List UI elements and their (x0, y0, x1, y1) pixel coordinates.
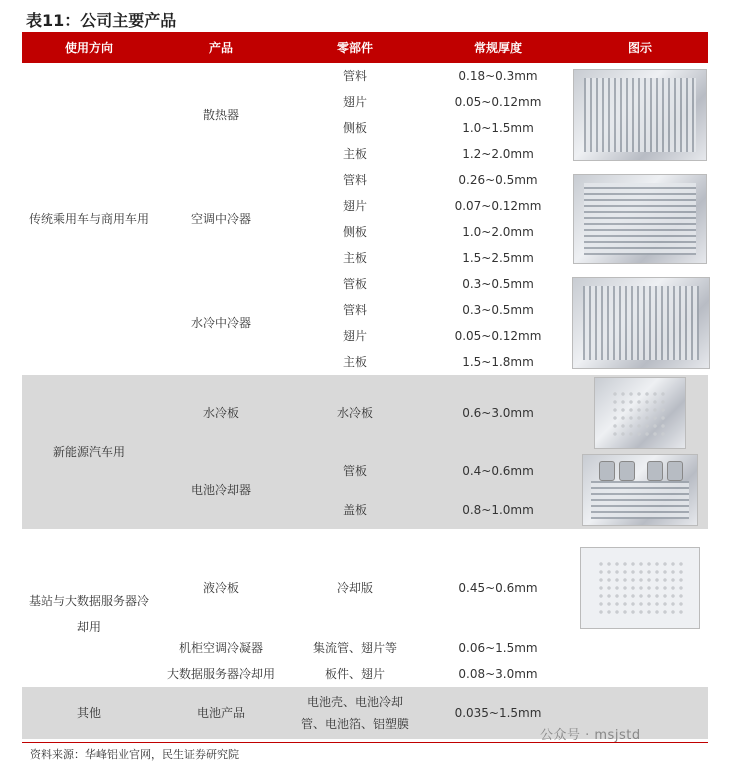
battery-cooler-image-cell (572, 451, 708, 529)
liquid-plate-image (580, 547, 700, 629)
product-battery-product: 电池产品 (156, 687, 286, 739)
empty-image-cell (572, 635, 708, 661)
part-cell: 集流管、翅片等 (312, 641, 397, 655)
part-cell: 板件、翅片 (324, 667, 385, 681)
product-dc-cooling: 大数据服务器冷却用 (166, 667, 275, 681)
part-cell: 翅片 (342, 329, 367, 343)
header-usage: 使用方向 (22, 32, 156, 63)
product-battery-cooler: 电池冷却器 (156, 451, 286, 529)
part-cell: 冷却版 (336, 581, 373, 595)
source-note (22, 742, 708, 762)
table-row (22, 541, 708, 635)
thickness-cell: 0.07~0.12mm (454, 199, 542, 213)
spacer-row (22, 529, 708, 541)
thickness-cell: 1.0~1.5mm (462, 121, 534, 135)
water-plate-image-cell (572, 375, 708, 451)
product-ac-intercooler: 空调中冷器 (190, 212, 251, 226)
header-part: 零部件 (286, 32, 424, 63)
thickness-cell: 1.5~1.8mm (462, 355, 534, 369)
thickness-cell: 0.06~1.5mm (458, 641, 538, 655)
table-title: 表11：公司主要产品 (26, 11, 177, 30)
group-datacenter: 基站与大数据服务器冷却用 (28, 594, 149, 634)
thickness-cell: 1.2~2.0mm (462, 147, 534, 161)
row-spacer (22, 529, 708, 541)
part-cell: 电池壳、电池冷却管、电池箔、铝塑膜 (286, 687, 424, 739)
product-water-plate: 水冷板 (156, 375, 286, 451)
thickness-cell: 0.035~1.5mm (424, 687, 572, 739)
source-text: 资料来源：华峰铝业官网，民生证券研究院 (30, 748, 239, 761)
products-table (22, 32, 708, 739)
part-cell: 管板 (342, 277, 367, 291)
part-cell: 管料 (342, 69, 367, 83)
table-row (22, 63, 708, 89)
product-water-intercooler: 水冷中冷器 (190, 316, 251, 330)
group-traditional: 传统乘用车与商用车用 (28, 212, 149, 226)
thickness-cell: 0.3~0.5mm (462, 277, 534, 291)
liquid-plate-image-cell (572, 541, 708, 635)
thickness-cell: 0.26~0.5mm (458, 173, 538, 187)
thickness-cell: 0.8~1.0mm (424, 491, 572, 529)
battery-cooler-image (582, 454, 698, 526)
product-radiator: 散热器 (202, 108, 239, 122)
group-other: 其他 (22, 687, 156, 739)
ac-intercooler-image (573, 174, 707, 264)
thickness-cell: 0.05~0.12mm (454, 95, 542, 109)
header-product: 产品 (156, 32, 286, 63)
group-new-energy: 新能源汽车用 (22, 375, 156, 529)
part-cell: 侧板 (342, 121, 367, 135)
water-plate-image (594, 377, 686, 449)
part-cell: 水冷板 (286, 375, 424, 451)
empty-image-cell (572, 661, 708, 687)
thickness-cell: 0.18~0.3mm (458, 69, 538, 83)
header-thickness: 常规厚度 (424, 32, 572, 63)
part-cell: 主板 (342, 251, 367, 265)
thickness-cell: 0.4~0.6mm (424, 451, 572, 491)
table-row (22, 375, 708, 451)
header-row (22, 32, 708, 63)
part-cell: 主板 (342, 355, 367, 369)
product-liquid-plate: 液冷板 (202, 581, 239, 595)
part-cell: 侧板 (342, 225, 367, 239)
part-cell: 盖板 (286, 491, 424, 529)
thickness-cell: 1.5~2.5mm (462, 251, 534, 265)
part-cell: 翅片 (342, 95, 367, 109)
watermark: 公众号 · msjstd (540, 728, 641, 743)
product-cabinet-condenser: 机柜空调冷凝器 (178, 641, 263, 655)
part-cell: 主板 (342, 147, 367, 161)
ac-intercooler-image-cell (572, 167, 708, 271)
thickness-cell: 0.08~3.0mm (458, 667, 538, 681)
radiator-image-cell (572, 63, 708, 167)
header-illustration: 图示 (572, 32, 708, 63)
thickness-cell: 0.05~0.12mm (454, 329, 542, 343)
part-cell: 管板 (286, 451, 424, 491)
water-intercooler-image (572, 277, 710, 369)
thickness-cell: 0.45~0.6mm (458, 581, 538, 595)
radiator-image (573, 69, 707, 161)
part-cell: 翅片 (342, 199, 367, 213)
thickness-cell: 1.0~2.0mm (462, 225, 534, 239)
water-intercooler-image-cell (572, 271, 708, 375)
thickness-cell: 0.6~3.0mm (424, 375, 572, 451)
part-cell: 管料 (342, 173, 367, 187)
part-cell: 管料 (342, 303, 367, 317)
thickness-cell: 0.3~0.5mm (462, 303, 534, 317)
